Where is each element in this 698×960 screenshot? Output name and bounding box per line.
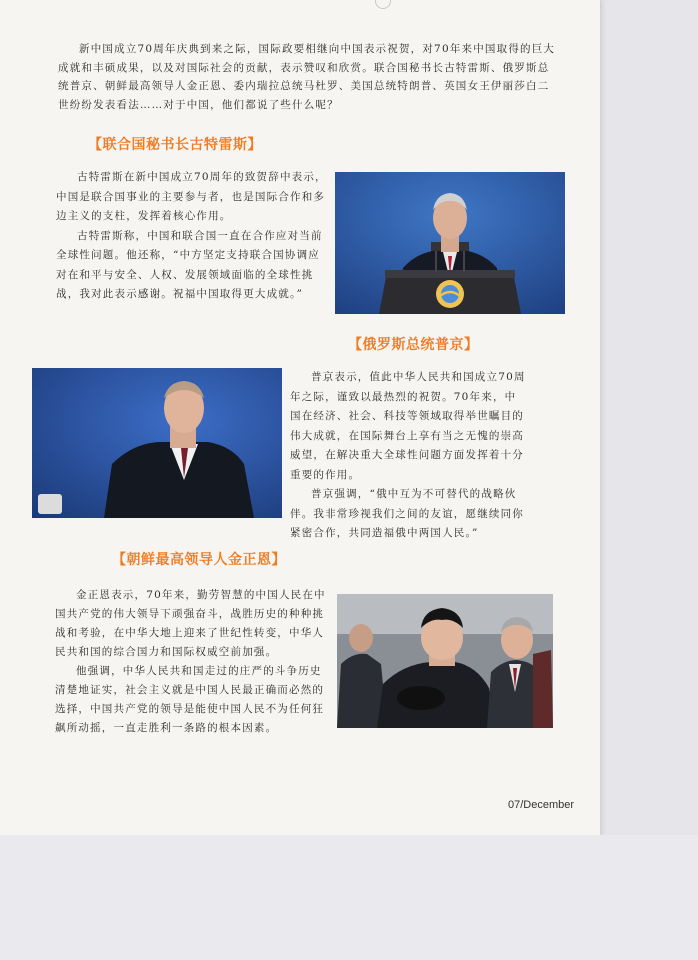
paragraph: 普京强调，“俄中互为不可替代的战略伙伴。我非常珍视我们之间的友谊，愿继续同你紧密合作，共同造福俄中两国人民。” [290, 488, 524, 539]
paragraph: 他强调，中华人民共和国走过的庄严的斗争历史清楚地证实，社会主义就是中国人民最正确而必然的选择，中国共产党的领导是能使中国人民不为任何狂飙所动摇，一直走胜利一条路的根本因素。 [55, 665, 325, 734]
intro-paragraph [58, 40, 558, 114]
paragraph: 金正恩表示，70年来，勤劳智慧的中国人民在中国共产党的伟大领导下顽强奋斗，战胜历史的种种挑战和考验，在中华大地上迎来了世纪性转变，中华人民共和国的综合国力和国际权威空前加强。 [55, 589, 326, 658]
kim-photo [337, 594, 553, 728]
paragraph: 古特雷斯在新中国成立70周年的致贺辞中表示，中国是联合国事业的主要参与者，也是国际合作和多边主义的支柱，发挥着核心作用。 [56, 171, 327, 222]
section-heading-putin: 【俄罗斯总统普京】 [348, 337, 479, 353]
putin-photo [32, 368, 282, 518]
guterres-photo [335, 172, 565, 314]
section-body-guterres [56, 168, 328, 305]
paragraph: 古特雷斯称，中国和联合国一直在合作应对当前全球性问题。他还称，“中方坚定支持联合国协调应对在和平与安全、人权、发展领域面临的全球性挑战，我对此表示感谢。祝福中国取得更大成就。” [56, 229, 323, 300]
section-body-putin [290, 368, 526, 544]
binding-mark-icon [375, 0, 391, 9]
section-body-kim [55, 586, 329, 738]
section-heading-guterres: 【联合国秘书长古特雷斯】 [88, 137, 262, 153]
section-heading-kim: 【朝鲜最高领导人金正恩】 [112, 552, 286, 568]
paragraph: 普京表示，值此中华人民共和国成立70周年之际，谨致以最热烈的祝贺。70年来，中国在经济、社会、科技等领域取得举世瞩目的伟大成就，在国际舞台上享有当之无愧的崇高威望，在解决重大全球性问题方面发挥着十分重要的作用。 [290, 371, 526, 481]
background-surface [0, 835, 698, 960]
page-footer: 07/December [508, 799, 575, 811]
intro-text: 新中国成立70周年庆典到来之际，国际政要相继向中国表示祝贺，对70年来中国取得的巨大成就和丰硕成果，以及对国际社会的贡献，表示赞叹和欣赏。联合国秘书长古特雷斯、俄罗斯总统普京、朝鲜最高领导人金正恩、委内瑞拉总统马杜罗、美国总统特朗普、英国女王伊丽莎白二世纷纷发表看法……对于中国，他们都说了些什么呢？ [58, 43, 556, 111]
